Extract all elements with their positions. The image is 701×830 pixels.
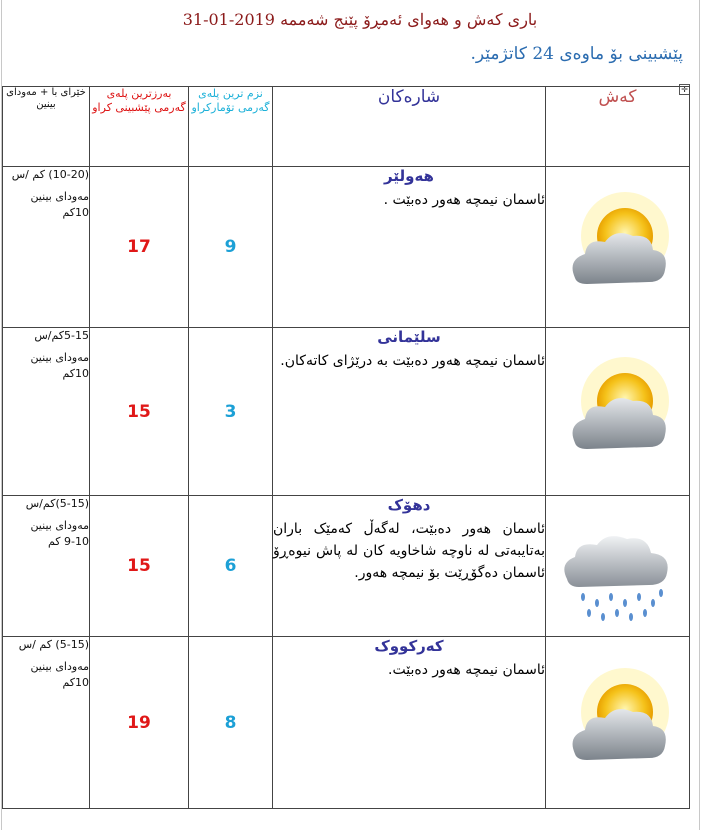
visibility-value: 10کم bbox=[62, 367, 89, 380]
visibility-label: مەودای بینین bbox=[30, 519, 89, 532]
rain-cloud-icon bbox=[553, 499, 683, 629]
min-temp: 8 bbox=[189, 637, 273, 809]
min-temp: 6 bbox=[189, 496, 273, 637]
max-temp: 15 bbox=[90, 496, 189, 637]
weather-icon-cell bbox=[546, 637, 690, 809]
city-name: هەولێر bbox=[384, 167, 434, 185]
table-row bbox=[3, 637, 690, 809]
page-title: باری کەش و هەوای ئەمڕۆ پێنج شەممە 2019-01-31 bbox=[182, 10, 538, 29]
partly-cloudy-sun-icon bbox=[553, 180, 683, 310]
city-name: کەرکووک bbox=[374, 637, 444, 655]
wind-speed: (5-15) کم /س bbox=[18, 638, 89, 651]
wind-cell bbox=[3, 496, 90, 637]
visibility-value: 10کم bbox=[62, 206, 89, 219]
wind-speed: (10-20) کم /س bbox=[11, 168, 89, 181]
right-frame-line bbox=[699, 0, 700, 830]
header-cities: شارەکان bbox=[273, 87, 546, 167]
city-cell bbox=[273, 496, 546, 637]
visibility-value: 10کم bbox=[62, 676, 89, 689]
wind-speed: (5-15)کم/س bbox=[25, 497, 89, 510]
wind-cell bbox=[3, 637, 90, 809]
page-subtitle: پێشبینی بۆ ماوەی 24 کاتژمێر. bbox=[470, 44, 683, 64]
wind-cell bbox=[3, 328, 90, 496]
city-forecast: ئاسمان نیمچە هەور دەبێت. bbox=[388, 662, 545, 678]
header-wind: خێرای با + مەودای بینین bbox=[3, 87, 90, 167]
city-cell bbox=[273, 167, 546, 328]
visibility-value: 9-10 کم bbox=[47, 535, 89, 548]
table-row bbox=[3, 328, 690, 496]
header-weather: کەش bbox=[546, 87, 690, 167]
city-name: سلێمانی bbox=[377, 328, 441, 346]
header-max-temp: بەرزترین پلەی گەرمی پێشبینی کراو bbox=[90, 87, 189, 167]
table-row bbox=[3, 167, 690, 328]
visibility-label: مەودای بینین bbox=[30, 660, 89, 673]
visibility-label: مەودای بینین bbox=[30, 190, 89, 203]
city-cell bbox=[273, 328, 546, 496]
city-forecast: ئاسمان هەور دەبێت، لەگەڵ کەمێک باران بەتایبەتی لە ناوچە شاخاویە کان لە پاش نیوەڕۆ ئاسمان دەگۆڕێت بۆ نیمچە هەور. bbox=[273, 521, 545, 581]
visibility-label: مەودای بینین bbox=[30, 351, 89, 364]
min-temp: 9 bbox=[189, 167, 273, 328]
weather-icon-cell bbox=[546, 167, 690, 328]
city-cell bbox=[273, 637, 546, 809]
wind-cell bbox=[3, 167, 90, 328]
forecast-table bbox=[2, 86, 690, 809]
header-min-temp: نزم ترین پلەی گەرمی تۆمارکراو bbox=[189, 87, 273, 167]
partly-cloudy-sun-icon bbox=[553, 656, 683, 786]
table-row bbox=[3, 496, 690, 637]
min-temp: 3 bbox=[189, 328, 273, 496]
max-temp: 19 bbox=[90, 637, 189, 809]
weather-icon-cell bbox=[546, 496, 690, 637]
table-move-handle-icon[interactable]: ✛ bbox=[679, 84, 690, 95]
max-temp: 17 bbox=[90, 167, 189, 328]
partly-cloudy-sun-icon bbox=[553, 345, 683, 475]
wind-speed: 5-15کم/س bbox=[34, 329, 89, 342]
table-header-row bbox=[3, 87, 690, 167]
city-forecast: ئاسمان نیمچە هەور دەبێت بە درێژای کاتەکان. bbox=[280, 353, 545, 369]
weather-icon-cell bbox=[546, 328, 690, 496]
max-temp: 15 bbox=[90, 328, 189, 496]
city-forecast: ئاسمان نیمچە هەور دەبێت . bbox=[383, 192, 545, 208]
city-name: دهۆک bbox=[387, 496, 431, 514]
